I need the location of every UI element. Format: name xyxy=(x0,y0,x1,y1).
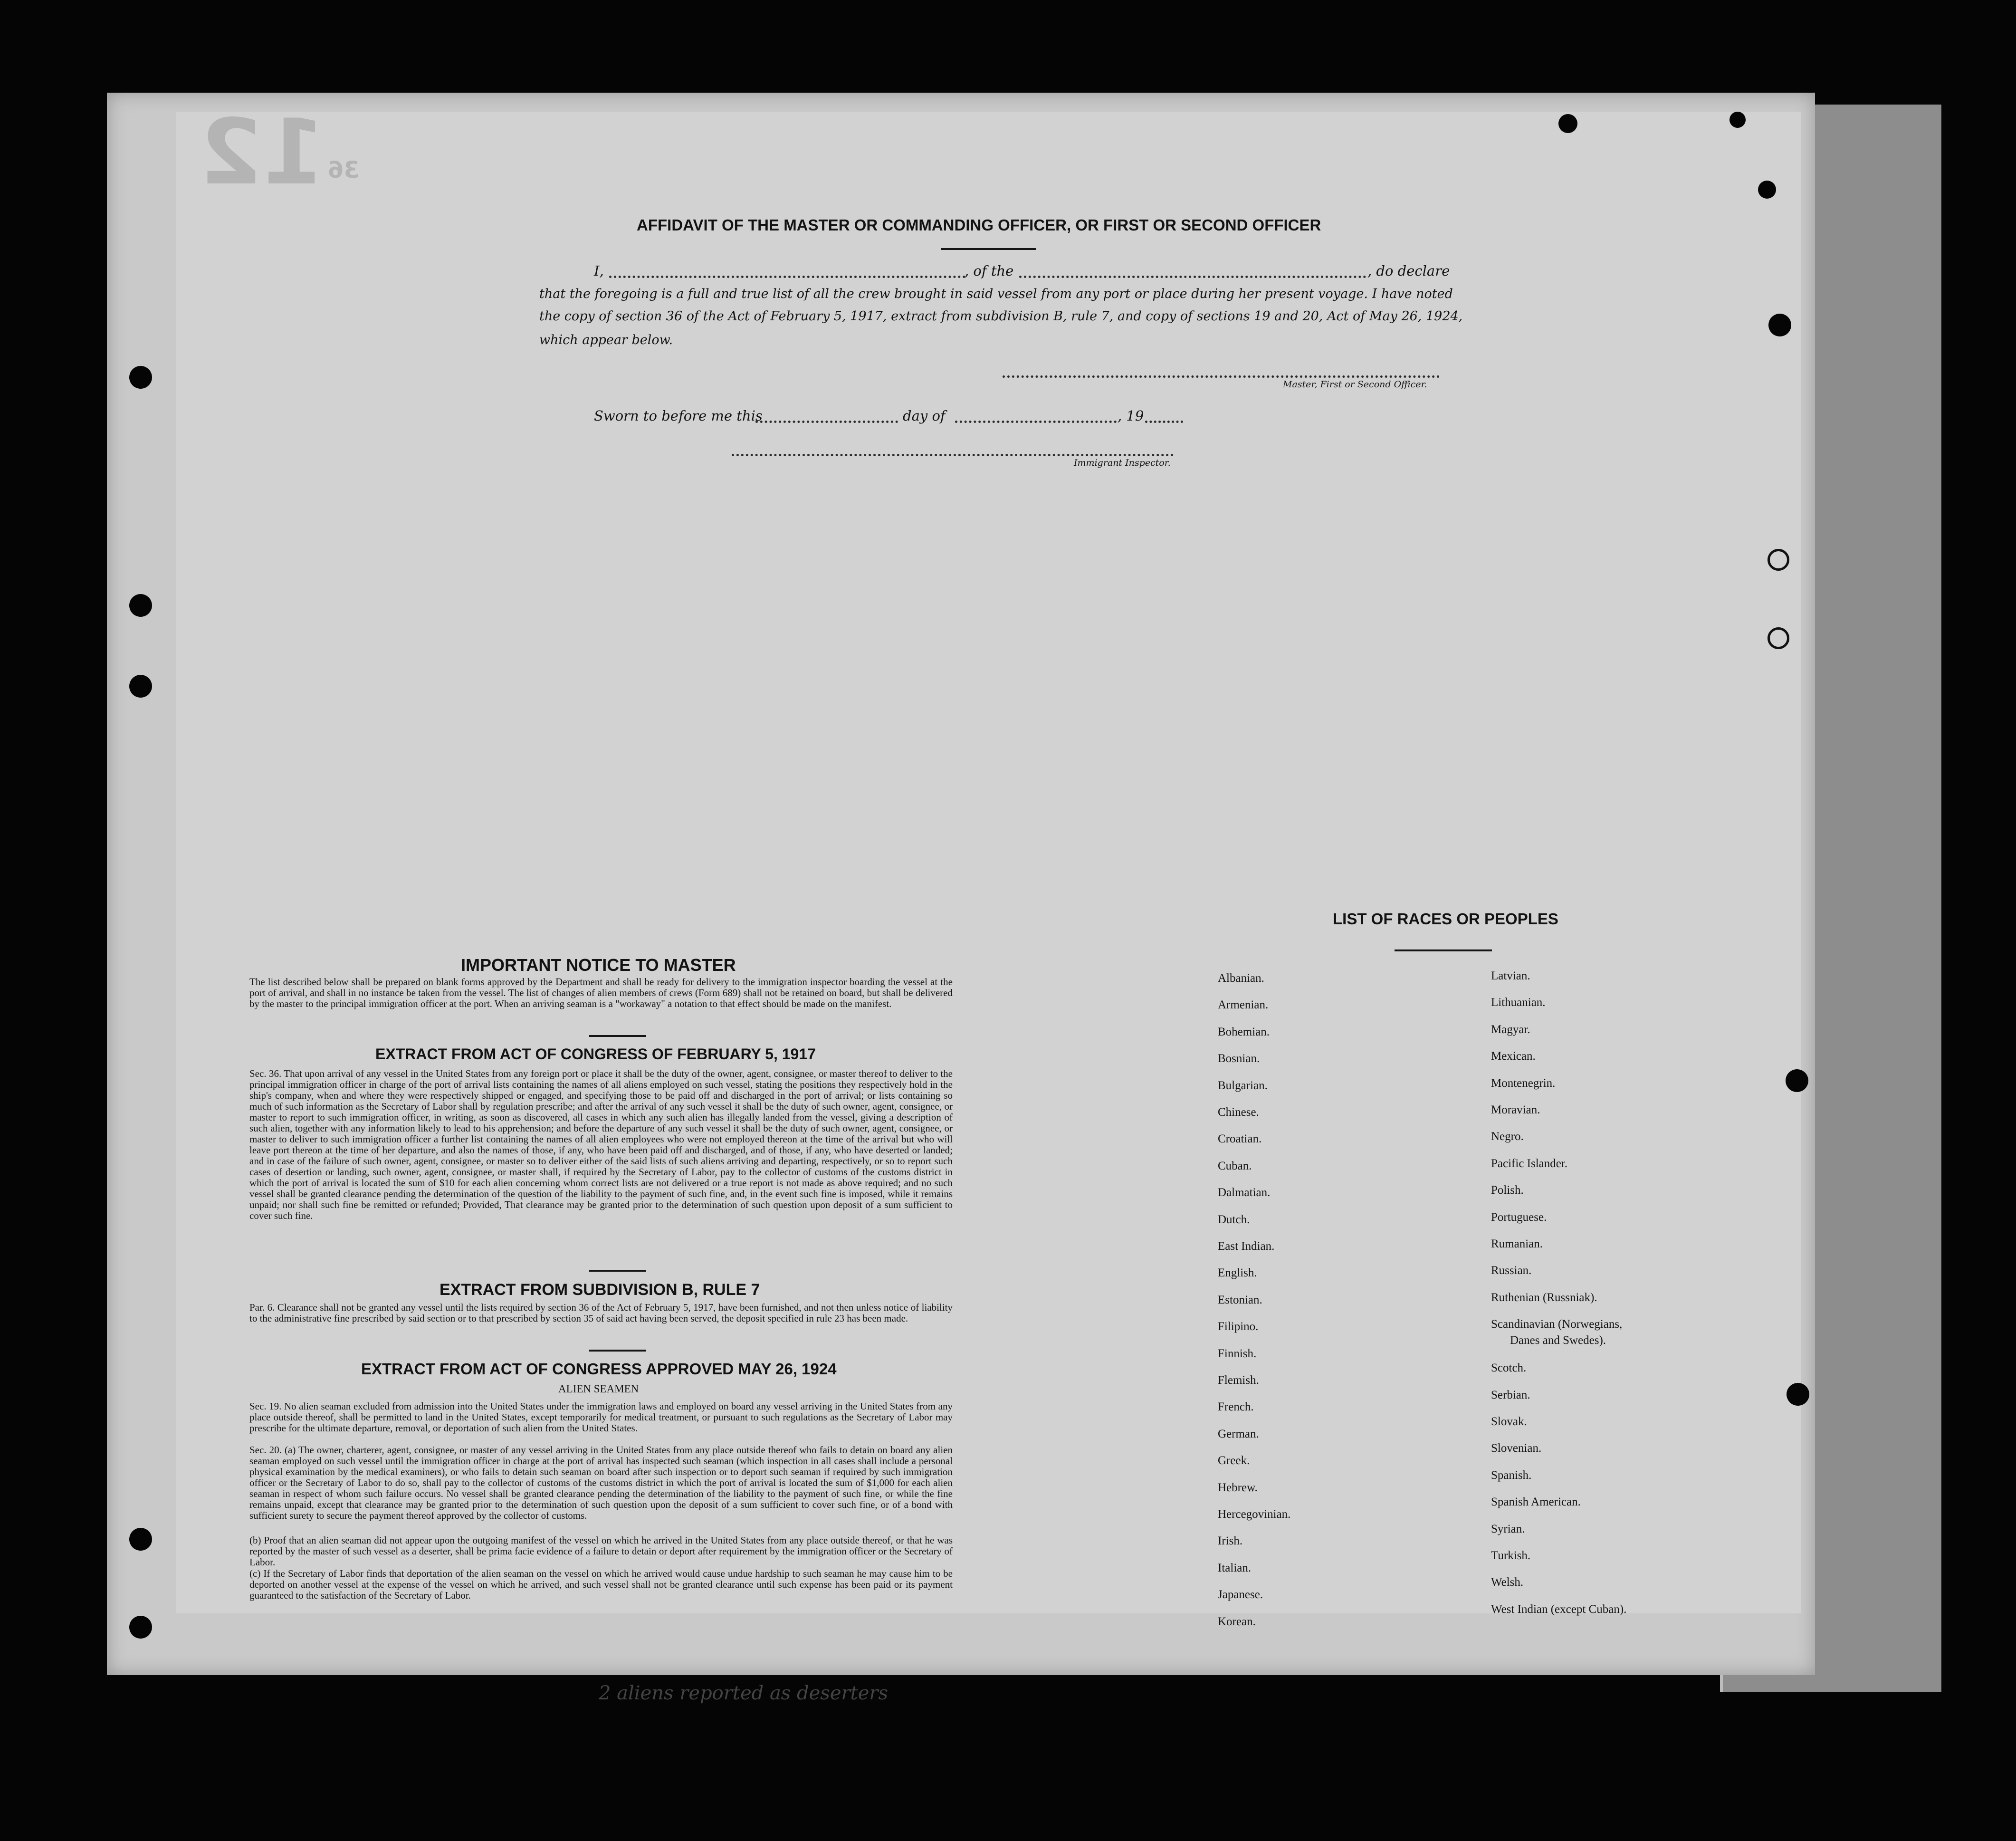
extract-1924-sec20c: (c) If the Secretary of Labor finds that deportation of the alien seaman on the vessel on which he arrived would cause undue hardship to such seaman he may cause him to be deported on another vessel at the expense of the vessel on which he arrived, and such vessel shall not be granted clearance until such expense has been paid or its payment guaranteed to the satisfaction of the Secretary of Labor. xyxy=(249,1568,953,1601)
sworn-prefix: Sworn to before me this xyxy=(594,408,763,424)
race-item: Polish. xyxy=(1491,1184,1524,1197)
race-item: Albanian. xyxy=(1218,972,1264,985)
bottom-handwritten-note: 2 aliens reported as deserters xyxy=(599,1682,889,1704)
inspector-signature-blank xyxy=(732,454,1174,456)
race-item: Spanish American. xyxy=(1491,1496,1581,1509)
race-item: Danes and Swedes). xyxy=(1510,1334,1606,1347)
inspector-caption: Immigrant Inspector. xyxy=(1074,458,1171,468)
race-item: Serbian. xyxy=(1491,1388,1530,1401)
binding-hole-icon xyxy=(1729,112,1746,128)
race-item: Welsh. xyxy=(1491,1576,1524,1589)
race-item: Syrian. xyxy=(1491,1522,1525,1535)
binding-hole-ring-icon xyxy=(1768,549,1789,571)
vessel-name-blank xyxy=(1019,276,1366,278)
race-item: Ruthenian (Russniak). xyxy=(1491,1291,1597,1304)
race-item: Spanish. xyxy=(1491,1468,1532,1482)
extract-1924-subtitle: ALIEN SEAMEN xyxy=(558,1383,639,1395)
binding-hole-icon xyxy=(1786,1069,1808,1092)
binding-hole-icon xyxy=(1558,114,1577,133)
affidavit-title: AFFIDAVIT OF THE MASTER OR COMMANDING OFFICER, OR FIRST OR SECOND OFFICER xyxy=(637,216,1321,234)
extract-1924-title: EXTRACT FROM ACT OF CONGRESS APPROVED MAY 26, 1924 xyxy=(361,1360,837,1378)
race-item: Magyar. xyxy=(1491,1023,1530,1036)
declarant-name-blank xyxy=(609,276,965,278)
sworn-year-blank xyxy=(1145,421,1183,423)
sworn-year-prefix: , 19 xyxy=(1118,408,1144,424)
race-item: Lithuanian. xyxy=(1491,996,1546,1009)
binding-hole-icon xyxy=(1787,1383,1809,1406)
race-item: Flemish. xyxy=(1218,1374,1259,1387)
race-item: Finnish. xyxy=(1218,1347,1257,1360)
binding-hole-icon xyxy=(129,675,152,698)
race-item: Slovenian. xyxy=(1491,1442,1542,1455)
affidavit-declare-label: , do declare xyxy=(1367,263,1450,279)
affidavit-line-2: that the foregoing is a full and true list of all the crew brought in said vessel from any port or place during her present voyage. I have noted xyxy=(539,287,1453,301)
race-item: Scandinavian (Norwegians, xyxy=(1491,1318,1623,1331)
race-item: Mexican. xyxy=(1491,1050,1536,1063)
extract-rule7-title: EXTRACT FROM SUBDIVISION B, RULE 7 xyxy=(440,1281,760,1299)
race-item: Armenian. xyxy=(1218,998,1269,1012)
race-item: Filipino. xyxy=(1218,1320,1259,1333)
race-item: Moravian. xyxy=(1491,1103,1540,1116)
affidavit-title-rule xyxy=(941,248,1036,250)
extract-rule7-rule xyxy=(589,1350,646,1352)
race-item: Portuguese. xyxy=(1491,1210,1547,1224)
race-item: Bosnian. xyxy=(1218,1052,1260,1065)
binding-hole-icon xyxy=(129,594,152,617)
race-item: Greek. xyxy=(1218,1454,1250,1467)
extract-1917-body: Sec. 36. That upon arrival of any vessel in the United States from any foreign port or place it shall be the duty of the owner, agent, consignee, or master thereof to deliver to the principal immigration officer in charge of the port of arrival lists containing the names of all aliens employed on such vessel, stating the positions they respectively hold in the ship's company, when and where they were respectively shipped or engaged, and specifying those to be paid off and discharged in the port of arrival; or lists containing so much of such information as the Secretary of Labor shall by regulation prescribe; and after the arrival of any such vessel it shall be the duty of such owner, agent, consignee, or master to report to such immigration officer, in writing, as soon as discovered, all cases in which any such alien has illegally landed from the vessel, giving a description of such alien, together with any information likely to lead to his apprehension; and before the departure of any such vessel it shall be the duty of such owner, agent, consignee, or master to deliver to such immigration officer a further list containing the names of all alien employees who were not employed thereon at the time of the arrival but who will leave port thereon at the time of her departure, and also the names of those, if any, who have been paid off and discharged, and of those, if any, who have deserted or landed; and in case of the failure of such owner, agent, consignee, or master so to deliver either of the said lists of such aliens arriving and departing, respectively, or so to report such cases of desertion or landing, such owner, agent, consignee, or master shall, if required by the Secretary of Labor, pay to the collector of customs of the customs district in which the port of arrival is located the sum of $10 for each alien concerning whom correct lists are not delivered or a true report is not made as above required; and no such vessel shall be granted clearance pending the determination of the question of the liability to the payment of such fine, and, in the event such fine is imposed, while it remains unpaid; nor shall such fine be remitted or refunded; Provided, That clearance may be granted prior to the determination of such question upon deposit of a sum sufficient to cover such fine. xyxy=(249,1068,953,1221)
race-item: Italian. xyxy=(1218,1561,1252,1574)
race-item: Slovak. xyxy=(1491,1415,1527,1428)
races-title: LIST OF RACES OR PEOPLES xyxy=(1333,910,1558,928)
notice-title: IMPORTANT NOTICE TO MASTER xyxy=(461,955,736,975)
race-item: East Indian. xyxy=(1218,1240,1275,1253)
master-signature-caption: Master, First or Second Officer. xyxy=(1283,379,1427,390)
race-item: Hebrew. xyxy=(1218,1481,1258,1494)
binding-hole-icon xyxy=(129,366,152,389)
race-item: Dutch. xyxy=(1218,1213,1250,1226)
race-item: Scotch. xyxy=(1491,1362,1527,1375)
race-item: Hercegovinian. xyxy=(1218,1508,1291,1521)
race-item: Bulgarian. xyxy=(1218,1079,1268,1092)
affidavit-of-label: , of the xyxy=(965,263,1014,279)
binding-hole-ring-icon xyxy=(1768,627,1789,649)
race-item: French. xyxy=(1218,1400,1254,1414)
race-item: Estonian. xyxy=(1218,1293,1262,1306)
race-item: Rumanian. xyxy=(1491,1237,1543,1250)
master-signature-blank xyxy=(1003,375,1440,378)
small-number-ghost: 36 xyxy=(328,157,360,183)
race-item: Montenegrin. xyxy=(1491,1076,1556,1090)
affidavit-line-4: which appear below. xyxy=(539,333,673,347)
extract-1924-sec19: Sec. 19. No alien seaman excluded from admission into the United States under the immigration laws and employed on board any vessel arriving in the United States from any place outside thereof, shall be permitted to land in the United States, except temporarily for medical treatment, or pursuant to such regulations as the Secretary of Labor may prescribe for the ultimate departure, removal, or deportation of such alien from the United States. xyxy=(249,1400,953,1434)
races-title-rule xyxy=(1395,949,1492,951)
race-item: Latvian. xyxy=(1491,969,1530,982)
binding-hole-icon xyxy=(1768,314,1791,336)
manifest-page-face xyxy=(176,112,1801,1613)
race-item: Irish. xyxy=(1218,1534,1243,1548)
extract-1917-title: EXTRACT FROM ACT OF CONGRESS OF FEBRUARY 5, 1917 xyxy=(375,1045,816,1063)
binding-hole-icon xyxy=(129,1528,152,1551)
affidavit-line-3: the copy of section 36 of the Act of February 5, 1917, extract from subdivision B, rule 7, and copy of sections 19 and 20, Act of May 26, 1924, xyxy=(539,309,1463,324)
race-item: Korean. xyxy=(1218,1615,1256,1628)
extract-1924-sec20b: (b) Proof that an alien seaman did not appear upon the outgoing manifest of the vessel on which he arrived in the United States from any place outside thereof, or that he was reported by the master of such vessel as a deserter, shall be prima facie evidence of a failure to detain or deport after requirement by the immigration officer or the Secretary of Labor. xyxy=(249,1534,953,1568)
binding-hole-icon xyxy=(1758,181,1776,199)
race-item: English. xyxy=(1218,1266,1257,1280)
race-item: West Indian (except Cuban). xyxy=(1491,1602,1627,1616)
binding-hole-icon xyxy=(129,1616,152,1639)
race-item: Russian. xyxy=(1491,1264,1532,1277)
race-item: Japanese. xyxy=(1218,1588,1263,1601)
notice-rule xyxy=(589,1035,646,1037)
notice-body: The list described below shall be prepared on blank forms approved by the Department and shall be ready for delivery to the immigration inspector boarding the vessel at the port of arrival, and shall in no instance be taken from the vessel. The list of changes of alien members of crews (Form 689) shall not be retained on board, but shall be delivered by the master to the principal immigration officer at the port. When an arriving seaman is a "workaway" a notation to that effect should be made on the manifest. xyxy=(249,976,953,1009)
extract-rule7-body: Par. 6. Clearance shall not be granted any vessel until the lists required by section 36 of the Act of February 5, 1917, have been furnished, and not then unless notice of liability to the administrative fine prescribed by said section or to that prescribed by section 35 of said act having been served, the deposit specified in rule 23 has been made. xyxy=(249,1302,953,1324)
race-item: Croatian. xyxy=(1218,1132,1262,1146)
sworn-month-blank xyxy=(955,421,1117,423)
race-item: Turkish. xyxy=(1491,1549,1531,1562)
race-item: German. xyxy=(1218,1427,1259,1440)
race-item: Chinese. xyxy=(1218,1106,1259,1119)
page-number-ghost: 12 xyxy=(200,100,325,205)
race-item: Cuban. xyxy=(1218,1159,1252,1172)
extract-1924-sec20a: Sec. 20. (a) The owner, charterer, agent, consignee, or master of any vessel arriving in the United States from any place outside thereof who fails to detain on board any alien seaman employed on such vessel until the immigration officer in charge at the port of arrival has inspected such seaman (which inspection in all cases shall include a personal physical examination by the medical examiners), or who fails to detain such seaman on board after such inspection or to deport such seaman if required by such immigration officer or the Secretary of Labor to do so, shall pay to the collector of customs of the customs district in which the port of arrival is located the sum of $1,000 for each alien seaman in respect of whom such failure occurs. No vessel shall be granted clearance pending the determination of the liability to the payment of such fine, or while the fine remains unpaid, except that clearance may be granted prior to the determination of such question upon the deposit of a sum sufficient to cover such fine, or of a bond with sufficient surety to secure the payment thereof approved by the collector of customs. xyxy=(249,1444,953,1521)
extract-1917-rule xyxy=(589,1270,646,1272)
sworn-day-of: day of xyxy=(903,408,946,424)
sworn-day-blank xyxy=(755,421,898,423)
race-item: Negro. xyxy=(1491,1130,1524,1143)
affidavit-i-label: I, xyxy=(594,263,604,279)
race-item: Pacific Islander. xyxy=(1491,1157,1568,1170)
race-item: Dalmatian. xyxy=(1218,1186,1271,1199)
race-item: Bohemian. xyxy=(1218,1025,1270,1038)
